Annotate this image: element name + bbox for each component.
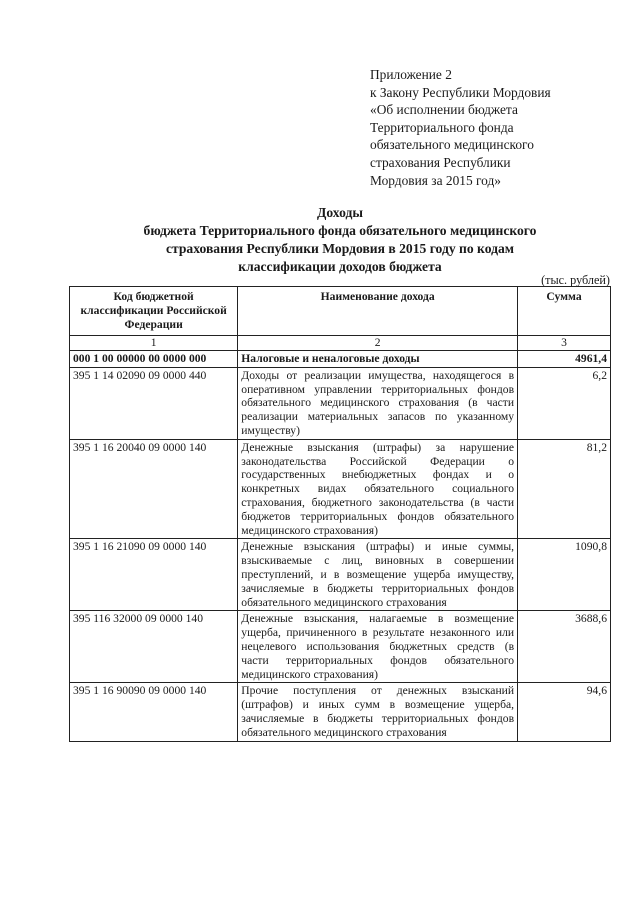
row-code: 395 116 32000 09 0000 140: [70, 611, 238, 683]
row-code: 395 1 14 02090 09 0000 440: [70, 367, 238, 439]
header-code: Код бюджетной классификации Российской Федерации: [70, 287, 238, 336]
row-sum: 94,6: [518, 683, 611, 741]
table-row: [70, 539, 611, 611]
column-number: 3: [518, 336, 611, 351]
row-code: 395 1 16 20040 09 0000 140: [70, 439, 238, 539]
appendix-line: Приложение 2: [370, 67, 452, 82]
row-name: Денежные взыскания (штрафы) и иные суммы, взыскиваемые с лиц, виновных в совершении преступлений, и в возмещение ущерба имуществу, зачисляемые в бюджеты территориальных фондов обязательного медицинского страхования: [238, 539, 518, 611]
table-row: [70, 683, 611, 741]
column-number: 2: [238, 336, 518, 351]
row-sum: 1090,8: [518, 539, 611, 611]
table-row: [70, 439, 611, 539]
title-line: классификации доходов бюджета: [238, 259, 442, 274]
row-name: Денежные взыскания, налагаемые в возмещение ущерба, причиненного в результате незаконного или нецелевого использования бюджетных средств (в части территориальных фондов обязательного медицинского страхования): [238, 611, 518, 683]
title-line: Доходы: [317, 205, 363, 220]
unit-label: (тыс. рублей): [541, 273, 610, 287]
row-name: Денежные взыскания (штрафы) за нарушение законодательства Российской Федерации о государственных внебюджетных фондах и о конкретных видах обязательного социального страхования, бюджетного законодательства (в части бюджетов территориальных фондов обязательного медицинского страхования): [238, 439, 518, 539]
header-sum: Сумма: [518, 287, 611, 336]
column-number-row: [70, 336, 611, 351]
appendix-line: страхования Республики: [370, 154, 511, 170]
row-sum: 81,2: [518, 439, 611, 539]
table-row: [70, 351, 611, 368]
appendix-line: «Об исполнении бюджета: [370, 102, 518, 118]
appendix-line: обязательного медицинского: [370, 137, 534, 153]
revenue-table: [69, 286, 611, 742]
appendix-line: Мордовия за 2015 год»: [370, 172, 501, 188]
row-name: Доходы от реализации имущества, находящегося в оперативном управлении территориальных фондов обязательного медицинского страхования (в части реализации материальных запасов по указанному имуществу): [238, 367, 518, 439]
row-name: Налоговые и неналоговые доходы: [238, 351, 518, 368]
row-code: 395 1 16 90090 09 0000 140: [70, 683, 238, 741]
row-sum: 3688,6: [518, 611, 611, 683]
table-row: [70, 367, 611, 439]
title-line: страхования Республики Мордовия в 2015 году по кодам: [165, 241, 515, 256]
title-line: бюджета Территориального фонда обязательного медицинского: [143, 223, 537, 238]
header-name: Наименование дохода: [238, 287, 518, 336]
appendix-note: [370, 66, 610, 189]
table-row: [70, 611, 611, 683]
row-name: Прочие поступления от денежных взысканий (штрафов) и иных сумм в возмещение ущерба, зачисляемые в бюджеты территориальных фондов обязательного медицинского страхования: [238, 683, 518, 741]
appendix-line: Территориального фонда: [370, 119, 514, 135]
table-header-row: [70, 287, 611, 336]
row-code: 000 1 00 00000 00 0000 000: [70, 351, 238, 368]
row-sum: 4961,4: [518, 351, 611, 368]
row-sum: 6,2: [518, 367, 611, 439]
row-code: 395 1 16 21090 09 0000 140: [70, 539, 238, 611]
document-title: [60, 204, 620, 276]
column-number: 1: [70, 336, 238, 351]
appendix-line: к Закону Республики Мордовия: [370, 84, 551, 100]
